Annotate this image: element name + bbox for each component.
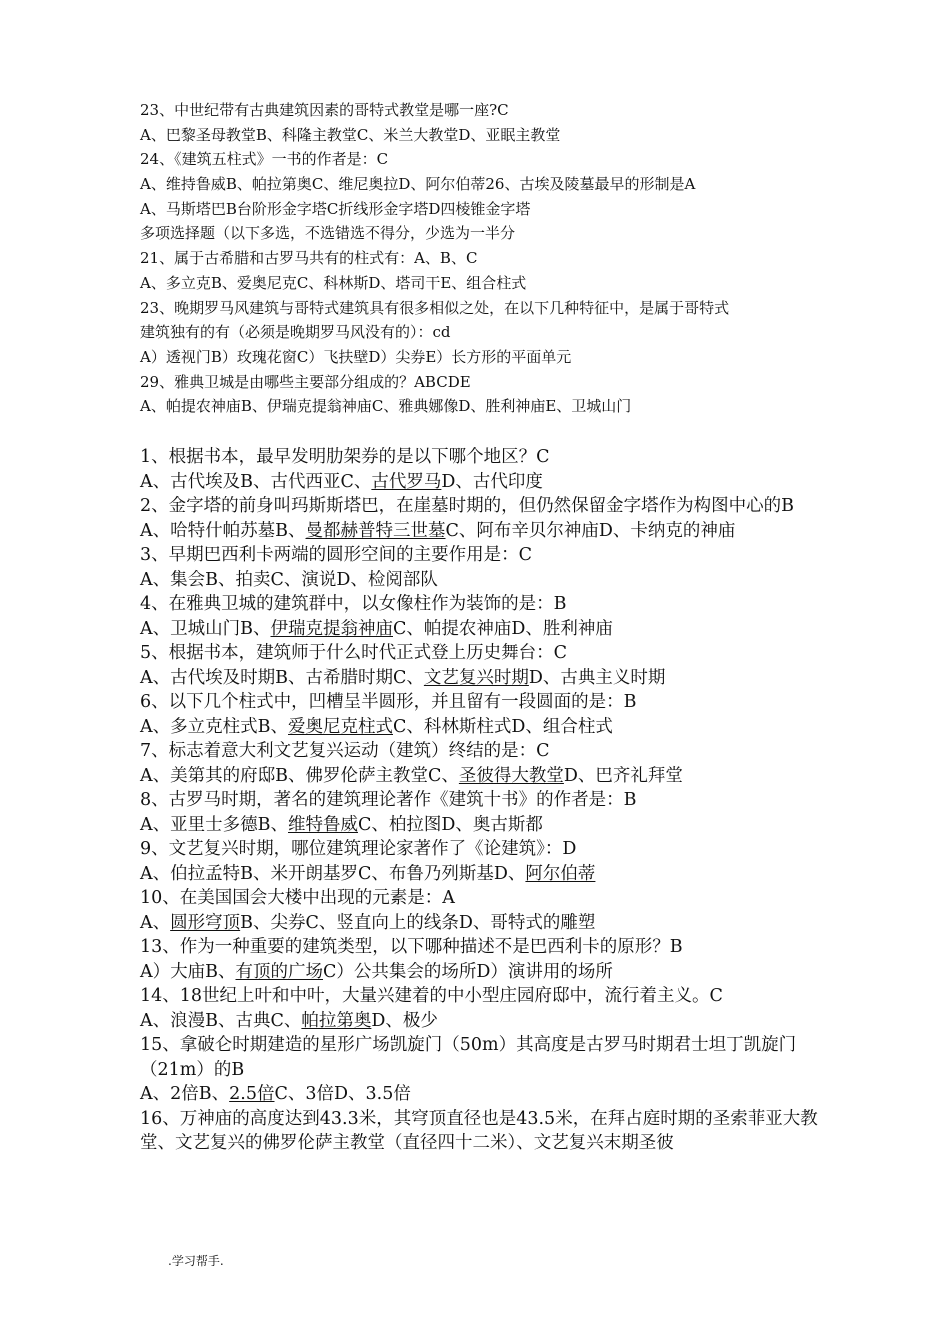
text-line — [140, 147, 820, 172]
text-segment: C、3倍D、3.5倍 — [274, 1084, 411, 1104]
text-line — [140, 788, 820, 813]
text-segment: C）公共集会的场所D）演讲用的场所 — [323, 961, 613, 982]
text-segment: C、阿布辛贝尔神庙D、卡纳克的神庙 — [445, 520, 736, 541]
text-line — [140, 394, 820, 419]
text-line — [140, 813, 820, 838]
underlined-answer: 古代罗马 — [371, 471, 442, 492]
text-line — [140, 296, 820, 321]
text-segment: A、集会B、拍卖C、演说D、检阅部队 — [140, 569, 438, 590]
text-segment: 9、文艺复兴时期，哪位建筑理论家著作了《论建筑》：D — [140, 839, 577, 859]
text-segment: C、科林斯柱式D、组合柱式 — [393, 716, 613, 737]
text-segment: A、多立克B、爱奥尼克C、科林斯D、塔司干E、组合柱式 — [140, 273, 527, 292]
text-line — [140, 592, 820, 617]
text-segment: A、巴黎圣母教堂B、科隆主教堂C、米兰大教堂D、亚眠主教堂 — [140, 125, 561, 144]
text-segment: C、帕提农神庙D、胜利神庙 — [393, 618, 613, 639]
text-line — [140, 519, 820, 544]
text-segment: A、维持鲁威B、帕拉第奥C、维尼奥拉D、阿尔伯蒂26、古埃及陵墓最早的形制是A — [140, 175, 696, 194]
text-segment: 15、拿破仑时期建造的星形广场凯旋门（50m）其高度是古罗马时期君士坦丁凯旋门（21m）的B — [140, 1035, 797, 1080]
text-line — [140, 715, 820, 740]
text-line — [140, 172, 820, 197]
text-segment: A、古代埃及时期B、古希腊时期C、 — [140, 667, 424, 688]
text-line — [140, 470, 820, 495]
text-segment: 14、18世纪上叶和中叶，大量兴建着的中小型庄园府邸中，流行着主义。C — [140, 986, 723, 1006]
text-line — [140, 123, 820, 148]
text-segment: A、马斯塔巴B台阶形金字塔C折线形金字塔D四棱锥金字塔 — [140, 199, 531, 218]
text-line — [140, 271, 820, 296]
page-footer: .学习帮手. — [168, 1254, 224, 1268]
text-segment: 16、万神庙的高度达到43.3米，其穹顶直径也是43.5米，在拜占庭时期的圣索菲亚大教堂、文艺复兴的佛罗伦萨主教堂（直径四十二米）、文艺复兴末期圣彼 — [140, 1108, 818, 1153]
underlined-answer: 维特鲁威 — [288, 814, 358, 835]
text-segment: A、亚里士多德B、 — [140, 814, 288, 835]
text-line — [140, 764, 820, 789]
text-segment: A、2倍B、 — [140, 1084, 230, 1104]
text-segment: A、古代埃及B、古代西亚C、 — [140, 471, 372, 492]
underlined-answer: 阿尔伯蒂 — [525, 863, 596, 884]
text-line — [140, 494, 820, 519]
text-line — [140, 1082, 820, 1107]
text-segment: 23、中世纪带有古典建筑因素的哥特式教堂是哪一座?C — [140, 101, 509, 119]
text-segment: 10、在美国国会大楼中出现的元素是：A — [140, 888, 455, 908]
text-line — [140, 320, 820, 345]
underlined-answer: 帕拉第奥 — [301, 1010, 372, 1031]
text-line — [140, 960, 820, 985]
text-segment: 7、标志着意大利文艺复兴运动（建筑）终结的是：C — [140, 741, 550, 761]
text-segment: 4、在雅典卫城的建筑群中，以女像柱作为装饰的是：B — [140, 594, 567, 614]
text-segment: 29、雅典卫城是由哪些主要部分组成的？ABCDE — [140, 372, 471, 391]
underlined-answer: 圆形穹顶 — [170, 912, 241, 933]
text-line — [140, 984, 820, 1009]
text-segment: D、巴齐礼拜堂 — [563, 765, 683, 786]
text-segment: A、帕提农神庙B、伊瑞克提翁神庙C、雅典娜像D、胜利神庙E、卫城山门 — [140, 397, 632, 416]
text-segment: 13、作为一种重要的建筑类型，以下哪种描述不是巴西利卡的原形？B — [140, 937, 683, 957]
question-list-section-1 — [140, 98, 820, 419]
text-segment: 3、早期巴西利卡两端的圆形空间的主要作用是：C — [140, 545, 533, 565]
text-segment: 24、《建筑五柱式》一书的作者是：C — [140, 150, 389, 169]
text-segment: 8、古罗马时期，著名的建筑理论著作《建筑十书》的作者是：B — [140, 790, 637, 810]
text-line — [140, 197, 820, 222]
text-segment: 建筑独有的有（必须是晚期罗马风没有的）：cd — [140, 323, 451, 342]
underlined-answer: 曼都赫普特三世墓 — [305, 520, 446, 541]
text-segment: A、哈特什帕苏墓B、 — [140, 520, 306, 541]
text-segment: A）大庙B、 — [140, 961, 236, 982]
text-line — [140, 221, 820, 246]
text-segment: A、卫城山门B、 — [140, 618, 271, 639]
text-line — [140, 617, 820, 642]
text-line — [140, 345, 820, 370]
text-segment: A）透视门B）玫瑰花窗C）飞扶壁D）尖券E）长方形的平面单元 — [140, 347, 572, 366]
text-line — [140, 98, 820, 123]
text-segment: A、伯拉孟特B、米开朗基罗C、布鲁乃列斯基D、 — [140, 863, 526, 884]
text-line — [140, 862, 820, 887]
text-segment: 23、晚期罗马风建筑与哥特式建筑具有很多相似之处，在以下几种特征中，是属于哥特式 — [140, 298, 730, 317]
underlined-answer: 2.5倍 — [229, 1084, 275, 1104]
text-line — [140, 370, 820, 395]
text-line — [140, 445, 820, 470]
text-line — [140, 543, 820, 568]
text-line — [140, 935, 820, 960]
text-line — [140, 1009, 820, 1034]
text-segment: A、 — [140, 912, 171, 933]
underlined-answer: 圣彼得大教堂 — [458, 765, 564, 786]
text-segment: 2、金字塔的前身叫玛斯斯塔巴，在崖墓时期的，但仍然保留金字塔作为构图中心的B — [140, 496, 794, 516]
text-line — [140, 739, 820, 764]
text-line — [140, 837, 820, 862]
underlined-answer: 伊瑞克提翁神庙 — [270, 618, 393, 639]
text-line — [140, 641, 820, 666]
text-segment: D、古代印度 — [441, 471, 543, 492]
underlined-answer: 文艺复兴时期 — [423, 667, 529, 688]
text-segment: B、尖券C、竖直向上的线条D、哥特式的雕塑 — [240, 912, 596, 933]
text-segment: 5、根据书本，建筑师于什么时代正式登上历史舞台：C — [140, 643, 568, 663]
text-line — [140, 911, 820, 936]
text-line — [140, 690, 820, 715]
text-line — [140, 886, 820, 911]
text-segment: 6、以下几个柱式中，凹槽呈半圆形，并且留有一段圆面的是：B — [140, 692, 637, 712]
question-list-section-2 — [140, 445, 820, 1156]
text-segment: 多项选择题（以下多选，不选错选不得分，少选为一半分 — [140, 224, 516, 243]
text-segment: C、柏拉图D、奥古斯都 — [358, 814, 543, 835]
text-line — [140, 568, 820, 593]
text-line — [140, 666, 820, 691]
underlined-answer: 爱奥尼克柱式 — [288, 716, 393, 737]
text-segment: A、多立克柱式B、 — [140, 716, 288, 737]
text-segment: A、浪漫B、古典C、 — [140, 1010, 302, 1031]
text-line — [140, 1107, 820, 1156]
underlined-answer: 有顶的广场 — [235, 961, 323, 982]
text-segment: 1、根据书本，最早发明肋架券的是以下哪个地区？C — [140, 447, 550, 467]
text-segment: D、古典主义时期 — [528, 667, 666, 688]
text-line — [140, 246, 820, 271]
text-segment: 21、属于古希腊和古罗马共有的柱式有：A、B、C — [140, 249, 478, 268]
text-segment: A、美第其的府邸B、佛罗伦萨主教堂C、 — [140, 765, 459, 786]
text-line — [140, 1033, 820, 1082]
text-segment: D、极少 — [371, 1010, 438, 1031]
